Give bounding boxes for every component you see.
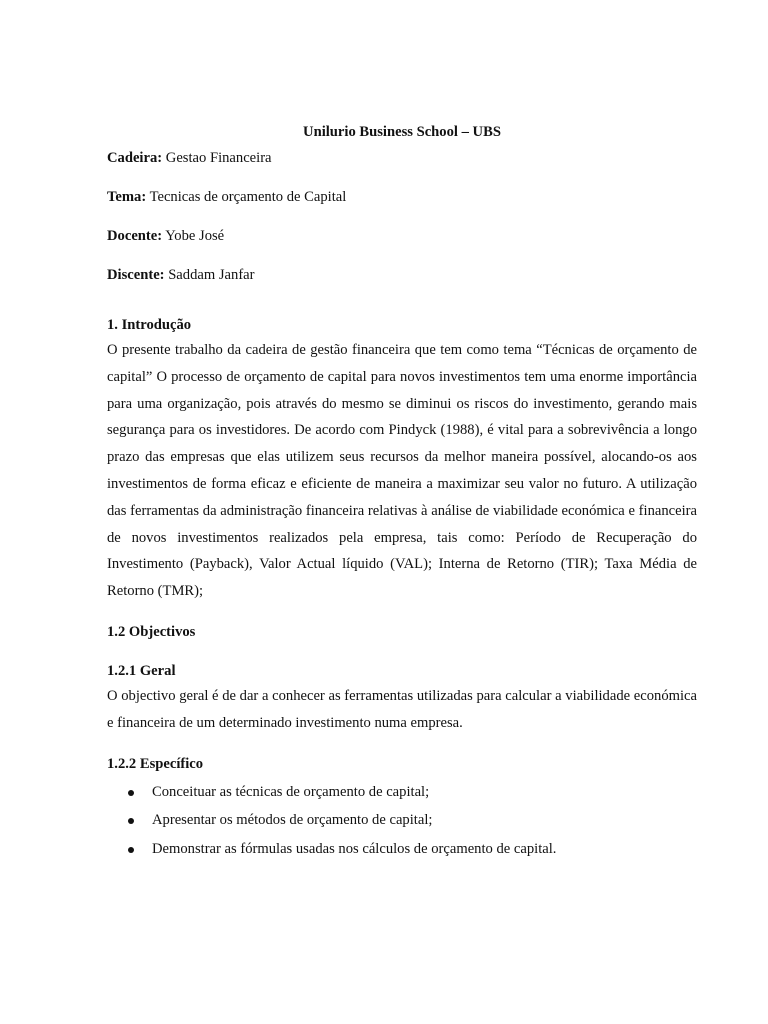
document-page (107, 122, 697, 863)
docente-line (107, 226, 697, 246)
objectives-heading: 1.2 Objectivos (107, 623, 196, 640)
general-objective-paragraph: O objectivo geral é de dar a conhecer as ferramentas utilizadas para calcular a viabilidade económica e financeira de um determinado investimento numa empresa. (107, 687, 697, 731)
bullet-icon (128, 847, 134, 853)
general-objective-heading: 1.2.1 Geral (107, 662, 176, 679)
list-item (107, 778, 697, 807)
discente-label: Discente: (107, 267, 165, 283)
docente-label: Docente: (107, 228, 163, 244)
list-item (107, 806, 697, 835)
introduction-paragraph: O presente trabalho da cadeira de gestão financeira que tem como tema “Técnicas de orçamento de capital” O processo de orçamento de capital para novos investimentos tem uma enorme importância para uma organização, pois através do mesmo se diminui os riscos do investimento, gerando mais segurança para os investidores. De acordo com Pindyck (1988), é vital para a sobrevivência a longo prazo das empresas que elas utilizem seus recursos da melhor maneira possível, alocando-os aos investimentos de forma eficaz e eficiente de maneira a maximizar seu valor no futuro. A utilização das ferramentas da administração financeira relativas à análise de viabilidade económica e financeira de novos investimentos realizados pela empresa, tais como: Período de Recuperação do Investimento (Payback), Valor Actual líquido (VAL); Interna de Retorno (TIR); Taxa Média de Retorno (TMR); (107, 342, 697, 600)
docente-value: Yobe José (162, 228, 225, 244)
tema-value: Tecnicas de orçamento de Capital (146, 189, 347, 205)
tema-label: Tema: (107, 189, 147, 205)
discente-value: Saddam Janfar (164, 267, 255, 283)
list-item-text: Demonstrar as fórmulas usadas nos cálculos de orçamento de capital. (152, 840, 557, 857)
specific-objectives-heading: 1.2.2 Específico (107, 755, 204, 772)
bullet-icon (128, 818, 134, 824)
cadeira-value: Gestao Financeira (162, 150, 272, 166)
list-item-text: Apresentar os métodos de orçamento de capital; (152, 812, 433, 829)
list-item (107, 835, 697, 864)
document-title: Unilurio Business School – UBS (303, 124, 501, 140)
cadeira-line (107, 148, 697, 168)
list-item-text: Conceituar as técnicas de orçamento de capital; (152, 783, 430, 800)
specific-objectives-list (107, 778, 697, 864)
bullet-icon (128, 790, 134, 796)
cadeira-label: Cadeira: (107, 150, 163, 166)
tema-line (107, 187, 697, 207)
introduction-heading: 1. Introdução (107, 317, 192, 333)
discente-line (107, 265, 697, 285)
